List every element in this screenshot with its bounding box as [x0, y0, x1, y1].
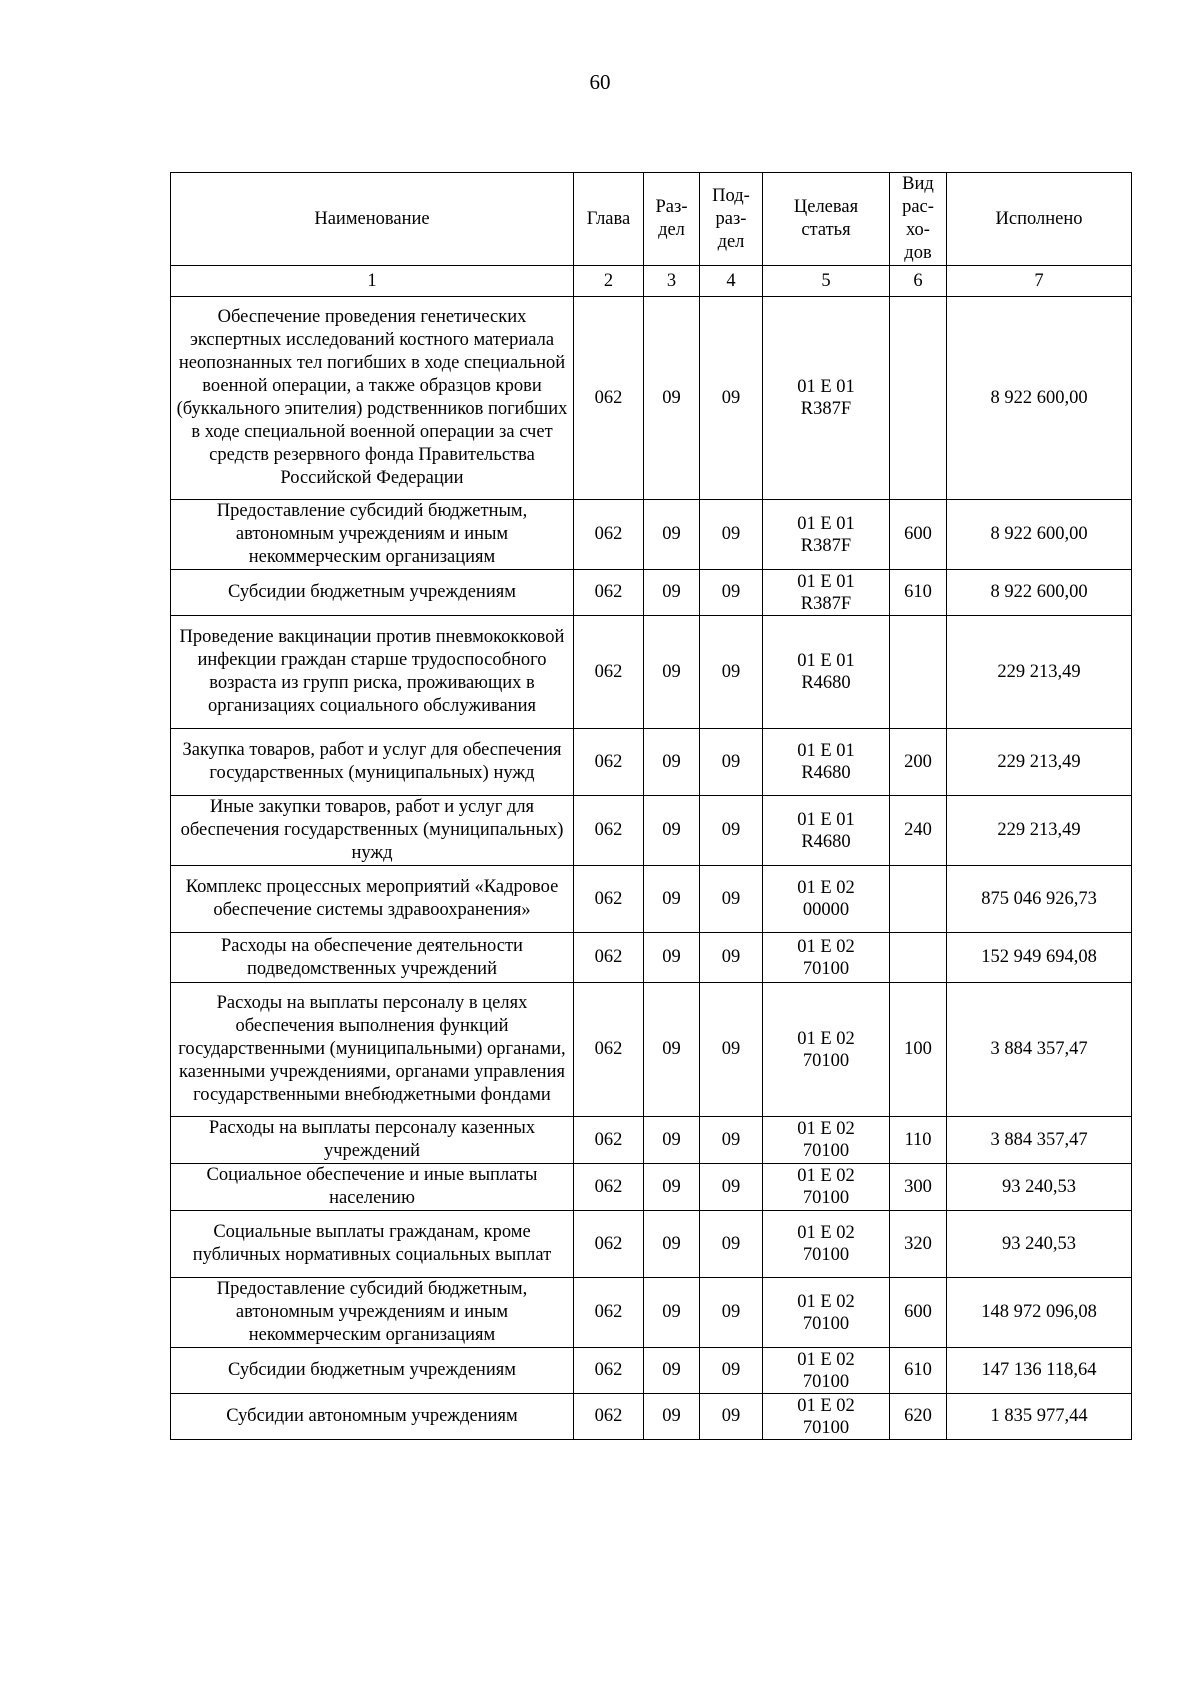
row-target-article: 01 Е 02 70100	[763, 1117, 890, 1164]
row-target-article: 01 Е 02 70100	[763, 933, 890, 983]
column-number: 3	[644, 266, 700, 297]
table-row	[171, 1117, 1132, 1164]
column-number: 7	[947, 266, 1132, 297]
row-chapter: 062	[574, 570, 644, 616]
row-chapter: 062	[574, 1278, 644, 1348]
table-row	[171, 729, 1132, 796]
row-amount: 93 240,53	[947, 1211, 1132, 1278]
row-amount: 1 835 977,44	[947, 1394, 1132, 1440]
table-row	[171, 1211, 1132, 1278]
row-target-article: 01 Е 01 R387F	[763, 500, 890, 570]
row-amount: 229 213,49	[947, 729, 1132, 796]
table-row	[171, 500, 1132, 570]
row-name: Субсидии автономным учреждениям	[171, 1394, 574, 1440]
row-expense-kind: 600	[890, 1278, 947, 1348]
row-section: 09	[644, 796, 700, 866]
table-row	[171, 616, 1132, 729]
row-subsection: 09	[700, 1394, 763, 1440]
row-name: Социальное обеспечение и иные выплаты населению	[171, 1164, 574, 1211]
row-amount: 8 922 600,00	[947, 297, 1132, 500]
row-target-article: 01 Е 02 70100	[763, 1211, 890, 1278]
row-chapter: 062	[574, 866, 644, 933]
header-executed: Исполнено	[947, 173, 1132, 266]
row-name: Расходы на выплаты персоналу казенных учреждений	[171, 1117, 574, 1164]
row-expense-kind	[890, 297, 947, 500]
row-section: 09	[644, 297, 700, 500]
row-section: 09	[644, 1211, 700, 1278]
row-chapter: 062	[574, 729, 644, 796]
row-target-article: 01 Е 02 70100	[763, 983, 890, 1117]
row-name: Субсидии бюджетным учреждениям	[171, 570, 574, 616]
row-expense-kind	[890, 933, 947, 983]
column-number: 2	[574, 266, 644, 297]
row-expense-kind: 620	[890, 1394, 947, 1440]
page-number: 60	[589, 70, 611, 94]
row-section: 09	[644, 1117, 700, 1164]
row-chapter: 062	[574, 1211, 644, 1278]
column-number: 6	[890, 266, 947, 297]
row-subsection: 09	[700, 616, 763, 729]
table-row	[171, 983, 1132, 1117]
row-chapter: 062	[574, 500, 644, 570]
row-amount: 8 922 600,00	[947, 500, 1132, 570]
row-name: Иные закупки товаров, работ и услуг для обеспечения государственных (муниципальных) нужд	[171, 796, 574, 866]
row-chapter: 062	[574, 297, 644, 500]
row-name: Расходы на обеспечение деятельности подведомственных учреждений	[171, 933, 574, 983]
column-number: 1	[171, 266, 574, 297]
row-name: Комплекс процессных мероприятий «Кадровое обеспечение системы здравоохранения»	[171, 866, 574, 933]
row-amount: 229 213,49	[947, 796, 1132, 866]
row-expense-kind: 200	[890, 729, 947, 796]
row-expense-kind	[890, 616, 947, 729]
row-amount: 152 949 694,08	[947, 933, 1132, 983]
table-row	[171, 1278, 1132, 1348]
row-section: 09	[644, 1348, 700, 1394]
row-amount: 3 884 357,47	[947, 1117, 1132, 1164]
row-chapter: 062	[574, 1394, 644, 1440]
row-name: Социальные выплаты гражданам, кроме публичных нормативных социальных выплат	[171, 1211, 574, 1278]
row-target-article: 01 Е 02 70100	[763, 1164, 890, 1211]
row-section: 09	[644, 500, 700, 570]
table-row	[171, 866, 1132, 933]
row-amount: 93 240,53	[947, 1164, 1132, 1211]
row-section: 09	[644, 933, 700, 983]
row-target-article: 01 Е 01 R387F	[763, 570, 890, 616]
row-expense-kind: 320	[890, 1211, 947, 1278]
row-section: 09	[644, 983, 700, 1117]
row-amount: 147 136 118,64	[947, 1348, 1132, 1394]
row-subsection: 09	[700, 1164, 763, 1211]
row-chapter: 062	[574, 1164, 644, 1211]
row-section: 09	[644, 1278, 700, 1348]
row-name: Предоставление субсидий бюджетным, автономным учреждениям и иным некоммерческим организациям	[171, 500, 574, 570]
table-body	[171, 297, 1132, 1440]
row-section: 09	[644, 866, 700, 933]
row-expense-kind: 240	[890, 796, 947, 866]
row-chapter: 062	[574, 1348, 644, 1394]
row-name: Расходы на выплаты персоналу в целях обеспечения выполнения функций государственными (муниципальными) органами, казенными учреждениями, органами управления государственными внебюджетными фондами	[171, 983, 574, 1117]
row-subsection: 09	[700, 729, 763, 796]
row-amount: 229 213,49	[947, 616, 1132, 729]
row-section: 09	[644, 1164, 700, 1211]
row-subsection: 09	[700, 1117, 763, 1164]
column-number-row	[171, 266, 1132, 297]
table-row	[171, 933, 1132, 983]
table-row	[171, 570, 1132, 616]
row-target-article: 01 Е 01 R4680	[763, 796, 890, 866]
row-expense-kind: 610	[890, 1348, 947, 1394]
row-chapter: 062	[574, 616, 644, 729]
row-chapter: 062	[574, 796, 644, 866]
row-target-article: 01 Е 01 R387F	[763, 297, 890, 500]
row-expense-kind: 110	[890, 1117, 947, 1164]
row-section: 09	[644, 616, 700, 729]
row-expense-kind: 300	[890, 1164, 947, 1211]
row-subsection: 09	[700, 500, 763, 570]
column-number: 4	[700, 266, 763, 297]
table-row	[171, 1348, 1132, 1394]
row-name: Предоставление субсидий бюджетным, автономным учреждениям и иным некоммерческим организациям	[171, 1278, 574, 1348]
row-target-article: 01 Е 01 R4680	[763, 616, 890, 729]
header-name: Наименование	[171, 173, 574, 266]
row-expense-kind: 600	[890, 500, 947, 570]
row-amount: 3 884 357,47	[947, 983, 1132, 1117]
row-subsection: 09	[700, 1278, 763, 1348]
row-chapter: 062	[574, 933, 644, 983]
row-name: Субсидии бюджетным учреждениям	[171, 1348, 574, 1394]
header-chapter: Глава	[574, 173, 644, 266]
row-target-article: 01 Е 02 00000	[763, 866, 890, 933]
row-expense-kind: 100	[890, 983, 947, 1117]
row-subsection: 09	[700, 796, 763, 866]
row-subsection: 09	[700, 983, 763, 1117]
header-target: Целевая статья	[763, 173, 890, 266]
row-subsection: 09	[700, 297, 763, 500]
row-subsection: 09	[700, 570, 763, 616]
row-subsection: 09	[700, 1211, 763, 1278]
row-subsection: 09	[700, 933, 763, 983]
column-number: 5	[763, 266, 890, 297]
row-section: 09	[644, 729, 700, 796]
row-section: 09	[644, 570, 700, 616]
row-section: 09	[644, 1394, 700, 1440]
row-name: Обеспечение проведения генетических экспертных исследований костного материала неопознанных тел погибших в ходе специальной военной операции, а также образцов крови (буккального эпителия) родственников погибших в ходе специальной военной операции за счет средств резервного фонда Правительства Российской Федерации	[171, 297, 574, 500]
row-amount: 875 046 926,73	[947, 866, 1132, 933]
row-target-article: 01 Е 02 70100	[763, 1348, 890, 1394]
table-row	[171, 796, 1132, 866]
table-row	[171, 1394, 1132, 1440]
row-target-article: 01 Е 01 R4680	[763, 729, 890, 796]
expenditure-table	[170, 172, 1132, 1440]
row-chapter: 062	[574, 1117, 644, 1164]
header-kind: Вид рас- хо- дов	[890, 173, 947, 266]
row-chapter: 062	[574, 983, 644, 1117]
header-row	[171, 173, 1132, 266]
table-row	[171, 297, 1132, 500]
row-amount: 8 922 600,00	[947, 570, 1132, 616]
row-amount: 148 972 096,08	[947, 1278, 1132, 1348]
table-row	[171, 1164, 1132, 1211]
row-name: Закупка товаров, работ и услуг для обеспечения государственных (муниципальных) нужд	[171, 729, 574, 796]
row-subsection: 09	[700, 1348, 763, 1394]
row-name: Проведение вакцинации против пневмококковой инфекции граждан старше трудоспособного возраста из групп риска, проживающих в организациях социального обслуживания	[171, 616, 574, 729]
header-subsection: Под- раз- дел	[700, 173, 763, 266]
row-subsection: 09	[700, 866, 763, 933]
row-target-article: 01 Е 02 70100	[763, 1278, 890, 1348]
row-expense-kind: 610	[890, 570, 947, 616]
row-target-article: 01 Е 02 70100	[763, 1394, 890, 1440]
row-expense-kind	[890, 866, 947, 933]
header-section: Раз- дел	[644, 173, 700, 266]
